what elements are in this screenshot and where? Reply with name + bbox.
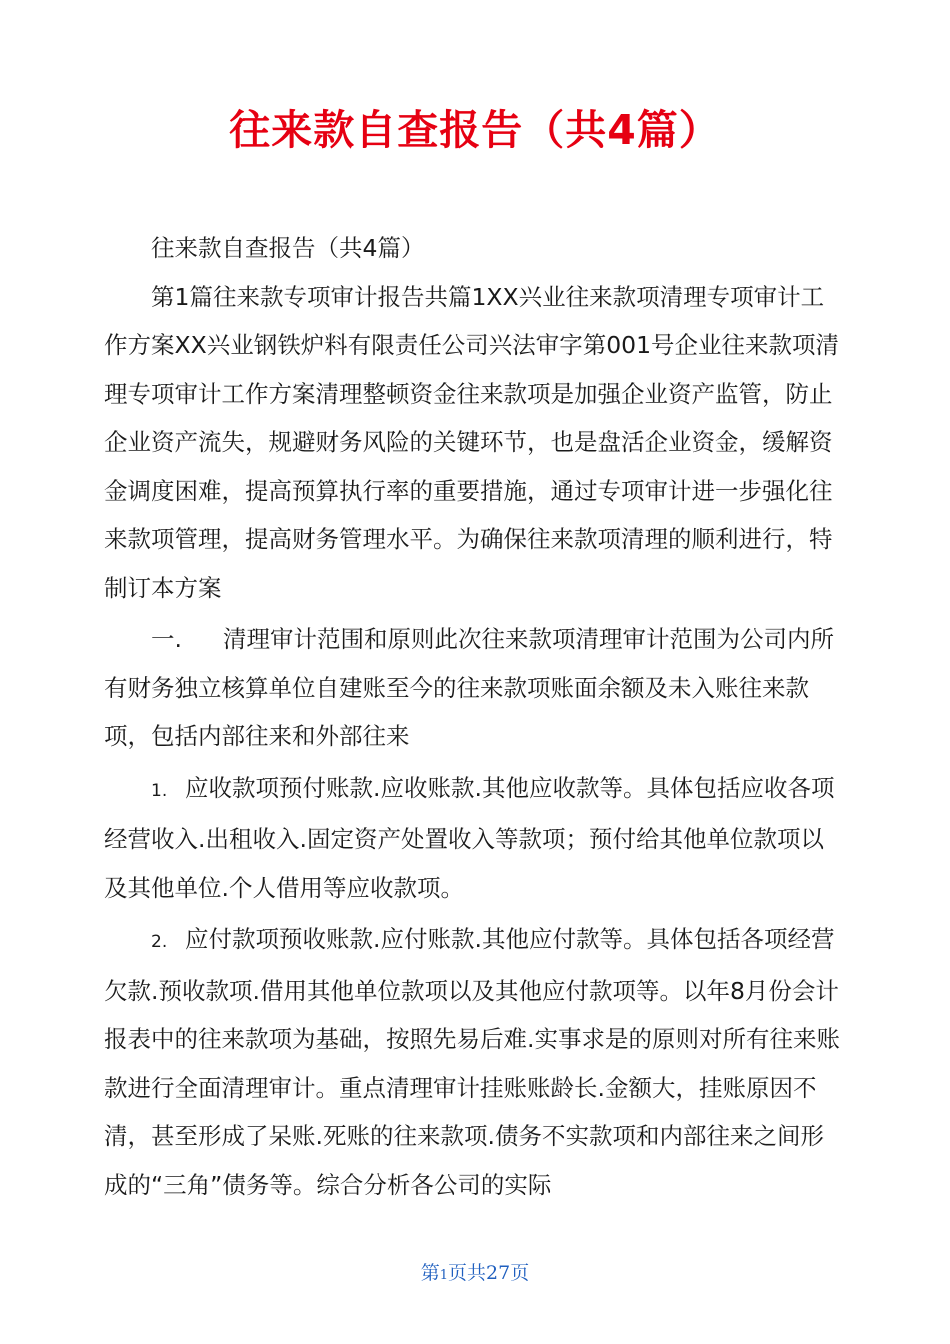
document-title: 往来款自查报告（共4篇） — [229, 106, 721, 154]
paragraph-3-text: 应收款项预付账款.应收账款.其他应收款等。具体包括应收各项经营收入.出租收入.固定资产处置收入等款项；预付给其他单位款项以及其他单位.个人借用等应收款项。 — [104, 773, 835, 902]
list-marker-2: 2. — [151, 932, 168, 952]
document-body — [104, 224, 846, 1209]
paragraph-3 — [104, 764, 846, 913]
footer-prefix: 第 — [420, 1262, 440, 1284]
footer-suffix: 页共27页 — [448, 1262, 530, 1284]
paragraph-4-text: 应付款项预收账款.应付账款.其他应付款等。具体包括各项经营欠款.预收款项.借用其他单位款项以及其他应付款项等。以年8月份会计报表中的往来款项为基础，按照先易后难.实事求是的原则对所有往来账款进行全面清理审计。重点清理审计挂账账龄长.金额大，挂账原因不清，甚至形成了呆账.死账的往来款项.债务不实款项和内部往来之间形成的“三角”债务等。综合分析各公司的实际 — [104, 925, 840, 1199]
paragraph-1: 第1篇往来款专项审计报告共篇1XX兴业往来款项清理专项审计工作方案XX兴业钢铁炉料有限责任公司兴法审字第001号企业往来款项清理专项审计工作方案清理整顿资金往来款项是加强企业资产监管，防止企业资产流失，规避财务风险的关键环节，也是盘活企业资金，缓解资金调度困难，提高预算执行率的重要措施，通过专项审计进一步强化往来款项管理，提高财务管理水平。为确保往来款项清理的顺利进行，特制订本方案 — [104, 282, 840, 602]
list-marker-1: 1. — [151, 780, 168, 801]
footer-page-number: 1 — [439, 1268, 449, 1283]
paragraph-2 — [104, 615, 846, 761]
section-marker: 一. — [151, 625, 182, 653]
paragraph-2-text: 清理审计范围和原则此次往来款项清理审计范围为公司内所有财务独立核算单位自建账至今的往来款项账面余额及未入账往来款项，包括内部往来和外部往来 — [104, 625, 834, 750]
subtitle: 往来款自查报告（共4篇） — [151, 234, 425, 262]
page-footer — [0, 1258, 950, 1285]
paragraph-4 — [104, 915, 846, 1209]
